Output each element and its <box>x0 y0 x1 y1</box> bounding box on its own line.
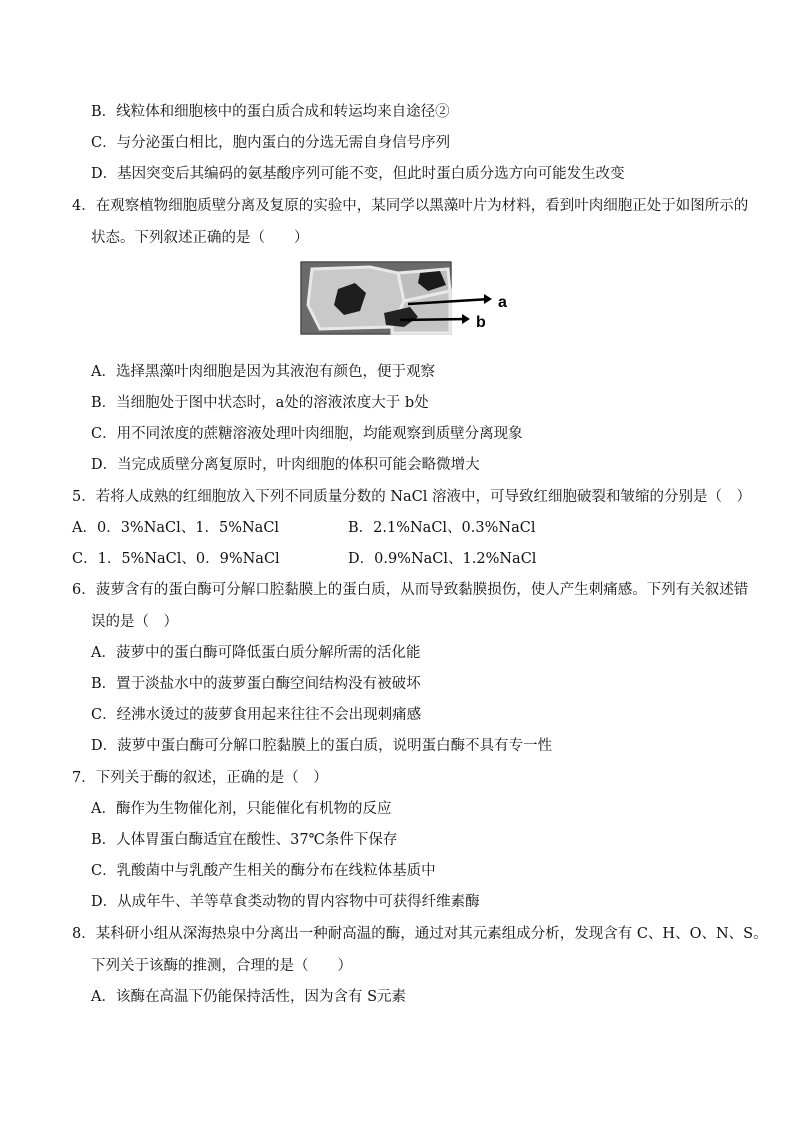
label-b: b <box>476 314 486 331</box>
q4-option-d: D．当完成质壁分离复原时，叶肉细胞的体积可能会略微增大 <box>91 457 480 473</box>
q4-option-b: B．当细胞处于图中状态时，a处的溶液浓度大于 b处 <box>91 395 429 411</box>
q8-stem-line1: 8．某科研小组从深海热泉中分离出一种耐高温的酶，通过对其元素组成分析，发现含有 C、H、O、N、S。 <box>72 926 768 942</box>
q6-stem-line1: 6．菠萝含有的蛋白酶可分解口腔黏膜上的蛋白质，从而导致黏膜损伤，使人产生刺痛感。下列有关叙述错 <box>72 582 749 598</box>
q3-option-d: D．基因突变后其编码的氨基酸序列可能不变，但此时蛋白质分选方向可能发生改变 <box>91 166 625 182</box>
q4-stem-line1: 4．在观察植物细胞质壁分离及复原的实验中，某同学以黑藻叶片为材料，看到叶肉细胞正处于如图所示的 <box>72 198 749 214</box>
q7-option-b: B．人体胃蛋白酶适宜在酸性、37℃条件下保存 <box>91 832 398 848</box>
q6-option-b: B．置于淡盐水中的菠萝蛋白酶空间结构没有被破坏 <box>91 676 421 692</box>
q5-option-c: C．1．5%NaCl、0．9%NaCl <box>72 551 280 567</box>
q3-option-c: C．与分泌蛋白相比，胞内蛋白的分选无需自身信号序列 <box>91 135 451 151</box>
q7-option-d: D．从成年牛、羊等草食类动物的胃内容物中可获得纤维素酶 <box>91 894 480 910</box>
q3-option-b: B．线粒体和细胞核中的蛋白质合成和转运均来自途径② <box>91 104 450 120</box>
q6-option-a: A．菠萝中的蛋白酶可降低蛋白质分解所需的活化能 <box>91 645 421 661</box>
q5-stem: 5．若将人成熟的红细胞放入下列不同质量分数的 NaCl 溶液中，可导致红细胞破裂和皱缩的分别是（ ） <box>72 489 752 505</box>
q4-stem-line2: 状态。下列叙述正确的是（ ） <box>91 230 309 246</box>
q7-stem: 7．下列关于酶的叙述，正确的是（ ） <box>72 770 328 786</box>
q7-option-a: A．酶作为生物催化剂，只能催化有机物的反应 <box>91 801 392 817</box>
q6-option-d: D．菠萝中蛋白酶可分解口腔黏膜上的蛋白质，说明蛋白酶不具有专一性 <box>91 738 553 754</box>
q4-option-a: A．选择黑藻叶肉细胞是因为其液泡有颜色，便于观察 <box>91 364 435 380</box>
q4-option-c: C．用不同浓度的蔗糖溶液处理叶肉细胞，均能观察到质壁分离现象 <box>91 426 523 442</box>
q5-option-d: D．0.9%NaCl、1.2%NaCl <box>348 551 537 567</box>
q8-stem-line2: 下列关于该酶的推测，合理的是（ ） <box>91 958 352 974</box>
q6-stem-line2: 误的是（ ） <box>91 614 178 630</box>
q6-option-c: C．经沸水烫过的菠萝食用起来往往不会出现刺痛感 <box>91 707 422 723</box>
q7-option-c: C．乳酸菌中与乳酸产生相关的酶分布在线粒体基质中 <box>91 863 436 879</box>
q4-cell-micrograph <box>300 261 520 336</box>
q5-option-b: B．2.1%NaCl、0.3%NaCl <box>348 520 536 536</box>
label-a: a <box>498 294 507 311</box>
q8-option-a: A．该酶在高温下仍能保持活性，因为含有 S元素 <box>91 989 407 1005</box>
q5-option-a: A．0．3%NaCl、1．5%NaCl <box>72 520 280 536</box>
